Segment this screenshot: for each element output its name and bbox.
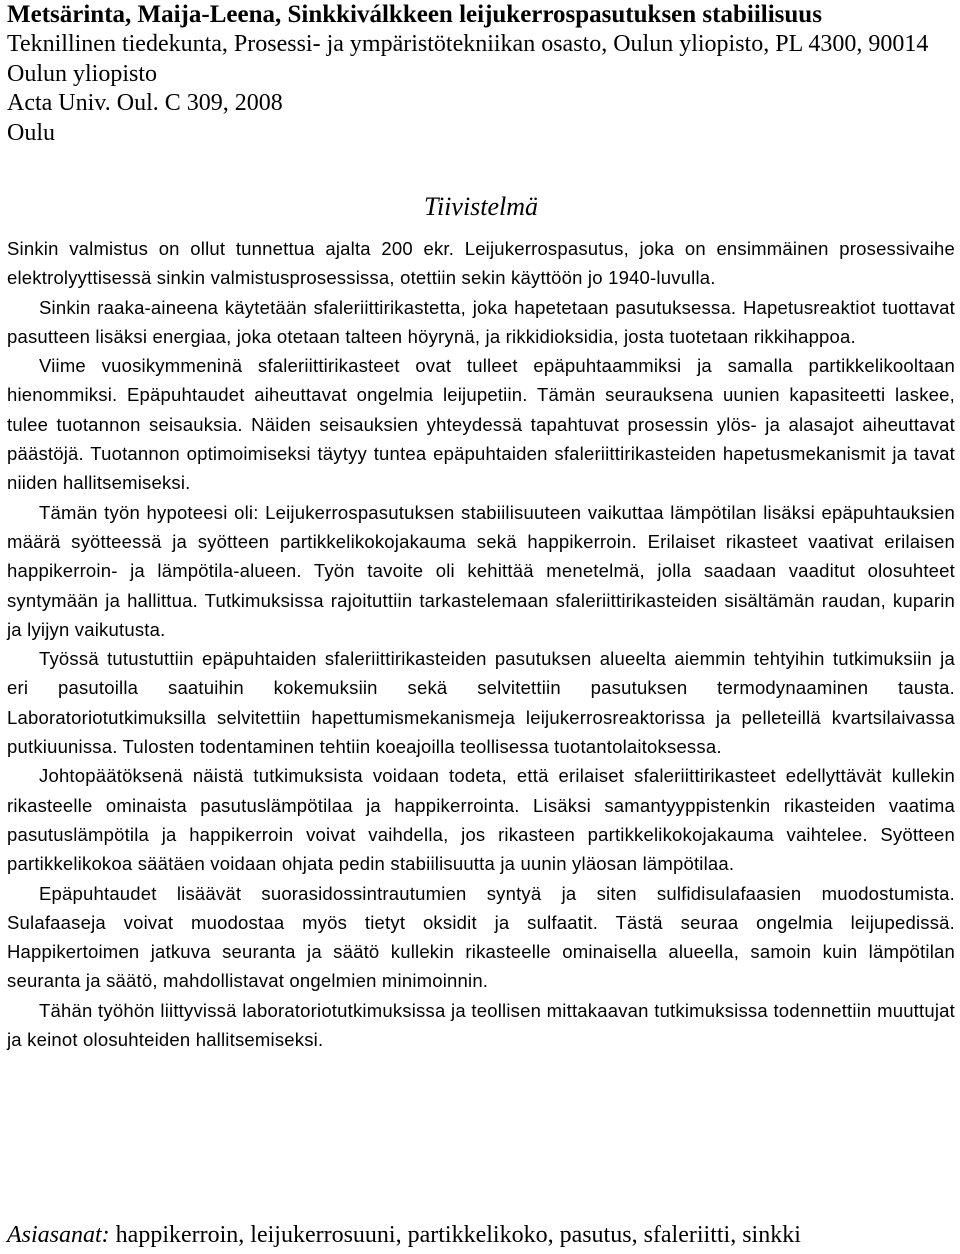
affiliation-line-2: Oulun yliopisto — [7, 60, 158, 87]
abstract-paragraph-1: Sinkin valmistus on ollut tunnettua ajalta 200 ekr. Leijukerrospasutus, joka on ensimmäinen prosessivaihe elektrolyyttisessä sinkin valmistusprosessissa, otettiin sekin käyttöön jo 1940-luvulla. — [7, 238, 955, 289]
abstract-body — [7, 234, 955, 1054]
abstract-paragraph-2: Sinkin raaka-aineena käytetään sfaleriittirikastetta, joka hapetetaan pasutuksessa. Hapetusreaktiot tuottavat pasutteen lisäksi energiaa, joka otetaan talteen höyrynä, ja rikkidioksidia, josta tuotetaan rikkihappoa. — [7, 296, 955, 347]
abstract-paragraph-4: Tämän työn hypoteesi oli: Leijukerrospasutuksen stabiilisuuteen vaikuttaa lämpötilan lisäksi epäpuhtauksien määrä syötteessä ja syötteen partikkelikokojakauma sekä happikerroin. Erilaiset rikasteet vaativat erilaisen happikerroin- ja lämpötila-alueen. Työn tavoite oli kehittää menetelmä, jolla saadaan vaaditut olosuhteet syntymään ja hallittua. Tutkimuksissa rajoituttiin tarkastelemaan sfaleriittirikasteiden sisältämän raudan, kuparin ja lyijyn vaikutusta. — [7, 501, 955, 640]
series-info: Acta Univ. Oul. C 309, 2008 — [7, 90, 283, 116]
abstract-paragraph-8: Tähän työhön liittyvissä laboratoriotutkimuksissa ja teollisen mittakaavan tutkimuksissa todennettiin muuttujat ja keinot olosuhteiden hallitsemiseksi. — [7, 999, 955, 1051]
abstract-paragraph-5: Työssä tutustuttiin epäpuhtaiden sfaleriittirikasteiden pasutuksen alueelta aiemmin tehtyihin tutkimuksiin ja eri pasutoilla saatuihin kokemuksiin sekä selvitettiin pasutuksen termodynaaminen tausta. Laboratoriotutkimuksilla selvitettiin hapettumismekanismeja leijukerrosreaktorissa ja pelleteillä kvartsilaivassa putkiuunissa. Tulosten todentaminen tehtiin koeajoilla teollisessa tuotantolaitoksessa. — [7, 648, 955, 758]
keywords-line — [7, 1220, 801, 1250]
keywords-values: happikerroin, leijukerrosuuni, partikkelikoko, pasutus, sfaleriitti, sinkki — [115, 1222, 801, 1248]
affiliation-line-1: Teknillinen tiedekunta, Prosessi- ja ympäristötekniikan osasto, Oulun yliopisto, PL 4300, 90014 — [7, 31, 929, 57]
abstract-heading: Tiivistelmä — [423, 192, 539, 221]
abstract-paragraph-6: Johtopäätöksenä näistä tutkimuksista voidaan todeta, että erilaiset sfaleriittirikasteet edellyttävät kullekin rikasteelle ominaista pasutuslämpötilaa ja happikerrointa. Lisäksi samantyyppistenkin rikasteiden vaatima pasutuslämpötila ja happikerroin voivat vaihdella, jos rikasteen partikkelikokojakauma vaihtelee. Syötteen partikkelikokoa säätäen voidaan ohjata pedin stabiilisuutta ja uunin yläosan lämpötilaa. — [7, 765, 955, 875]
abstract-paragraph-3: Viime vuosikymmeninä sfaleriittirikasteet ovat tulleet epäpuhtaammiksi ja samalla partikkelikooltaan hienommiksi. Epäpuhtaudet aiheuttavat ongelmia leijupetiin. Tämän seurauksena uunien kapasiteetti laskee, tulee tuotannon seisauksia. Näiden seisauksien yhteydessä tapahtuvat prosessin ylös- ja alasajot aiheuttavat päästöjä. Tuotannon optimoimiseksi täytyy tuntea epäpuhtaiden sfaleriittirikasteiden hapetusmekanismit ja tavat niiden hallitsemiseksi. — [7, 355, 955, 494]
keywords-label: Asiasanat: — [7, 1222, 110, 1248]
document-page — [7, 0, 955, 1054]
publication-place: Oulu — [7, 119, 55, 146]
document-title: Metsärinta, Maija-Leena, Sinkkiválkkeen leijukerrospasutuksen stabiilisuus — [7, 1, 822, 28]
abstract-paragraph-7: Epäpuhtaudet lisäävät suorasidossintrautumien syntyä ja siten sulfidisulafaasien muodostumista. Sulafaaseja voivat muodostaa myös tietyt oksidit ja sulfaatit. Tästä seuraa ongelmia leijupedissä. Happikertoimen jatkuva seuranta ja säätö kullekin rikasteelle ominaisella alueella, samoin kuin lämpötilan seuranta ja säätö, mahdollistavat ongelmien minimoinnin. — [7, 882, 955, 992]
